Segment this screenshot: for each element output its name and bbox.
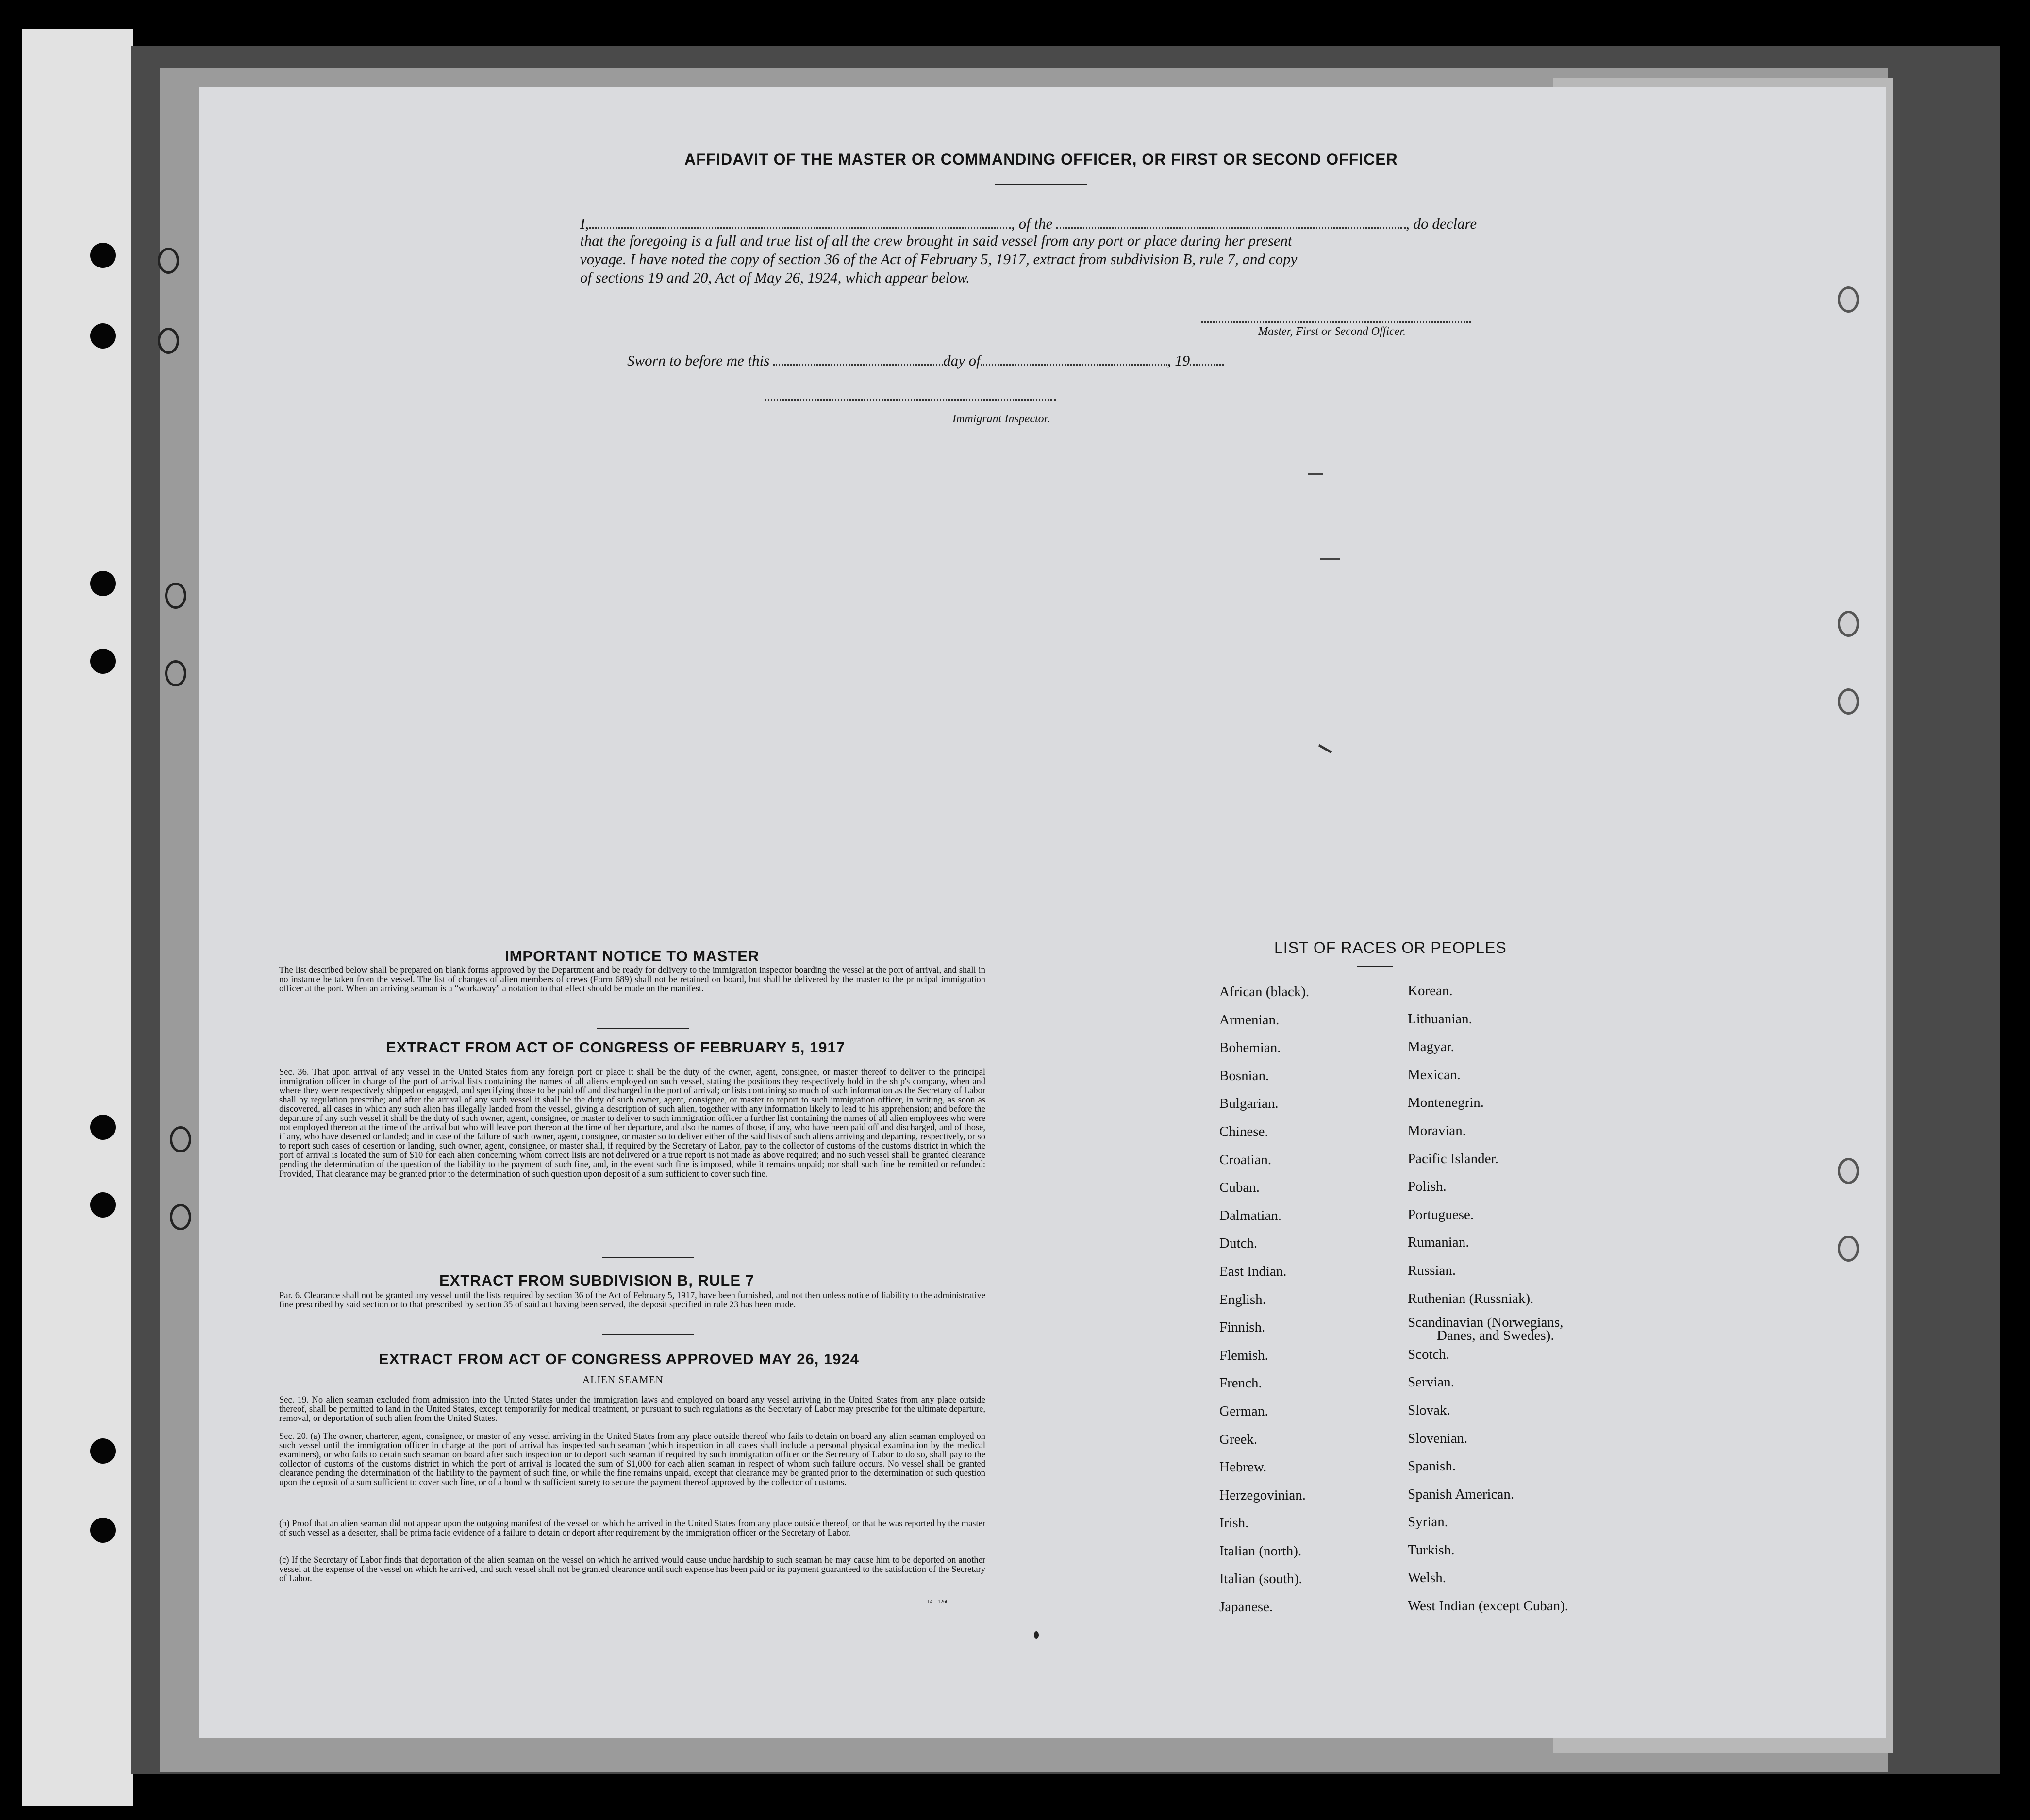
- binder-hole-icon: [90, 243, 116, 268]
- binder-hole-icon: [90, 323, 116, 349]
- affidavit-line-3: voyage. I have noted the copy of section 36 of the Act of February 5, 1917, extract from subdivision B, rule 7, and copy: [580, 250, 1298, 267]
- punch-ring-icon: [1838, 1158, 1859, 1184]
- race-item: Lithuanian.: [1408, 1011, 1472, 1027]
- sworn-date-field[interactable]: [773, 351, 943, 366]
- extract-1917-title: EXTRACT FROM ACT OF CONGRESS OF FEBRUARY 5, 1917: [386, 1039, 845, 1056]
- race-item: Portuguese.: [1408, 1206, 1474, 1222]
- affidavit-line-1: [580, 214, 1477, 233]
- race-item: Rumanian.: [1408, 1235, 1469, 1251]
- inspector-signature-line[interactable]: [765, 399, 1056, 401]
- master-signature-label: Master, First or Second Officer.: [1258, 325, 1406, 338]
- sworn-year-field[interactable]: [1190, 351, 1224, 366]
- race-item: Slovenian.: [1408, 1430, 1468, 1446]
- race-item-continuation: Danes, and Swedes).: [1437, 1328, 1554, 1343]
- binder-hole-icon: [90, 1438, 116, 1464]
- race-item: Spanish American.: [1408, 1486, 1514, 1502]
- affidavit-line-4: of sections 19 and 20, Act of May 26, 1924, which appear below.: [580, 269, 970, 286]
- punch-ring-icon: [1838, 286, 1859, 313]
- year-label: , 19: [1167, 352, 1190, 369]
- binder-hole-icon: [90, 1518, 116, 1543]
- punch-ring-icon: [165, 583, 186, 609]
- ink-mark: [1308, 473, 1323, 475]
- binder-hole-icon: [90, 649, 116, 674]
- left-paper-strip: [22, 29, 133, 1806]
- race-item: African (black).: [1219, 984, 1310, 1000]
- race-item: East Indian.: [1219, 1263, 1287, 1279]
- race-item: Bohemian.: [1219, 1040, 1281, 1056]
- race-item: Servian.: [1408, 1374, 1454, 1390]
- declarant-name-field[interactable]: [589, 214, 1011, 229]
- notice-text: The list described below shall be prepared on blank forms approved by the Department and be ready for delivery to the immigration inspector boarding the vessel at the port of arrival, and shall in no instance be taken from the vessel. The list of changes of alien members of crews (Form 689) shall not be retained on board, but shall be delivered by the master to the principal immigration officer at the port. When an arriving seaman is a “workaway” a notation to that effect should be made on the manifest.: [279, 966, 985, 994]
- divider: [1357, 966, 1393, 967]
- vessel-name-field[interactable]: [1056, 214, 1406, 229]
- race-item: Moravian.: [1408, 1122, 1466, 1138]
- day-of-label: day of: [943, 352, 981, 369]
- race-item: Russian.: [1408, 1262, 1456, 1278]
- race-item: Bulgarian.: [1219, 1096, 1279, 1112]
- extract-1924-title: EXTRACT FROM ACT OF CONGRESS APPROVED MAY 26, 1924: [379, 1351, 859, 1368]
- race-item: Mexican.: [1408, 1067, 1461, 1083]
- punch-ring-icon: [1838, 611, 1859, 637]
- punch-ring-icon: [158, 328, 179, 354]
- sec-19-text: Sec. 19. No alien seaman excluded from admission into the United States under the immigration laws and employed on board any vessel arriving in the United States from any place outside thereof, shall be permitted to land in the United States, except temporarily for medical treatment, or pursuant to such regulations as the Secretary of Labor may prescribe for the ultimate departure, removal, or deportation of such alien from the United States.: [279, 1395, 985, 1424]
- race-item: Italian (north).: [1219, 1543, 1302, 1559]
- affidavit-line-2: that the foregoing is a full and true list of all the crew brought in said vessel from any port or place during her present: [580, 232, 1292, 249]
- race-item: Pacific Islander.: [1408, 1151, 1498, 1167]
- divider: [602, 1334, 694, 1335]
- sworn-label: Sworn to before me this: [627, 352, 770, 369]
- document-page: [199, 87, 1886, 1738]
- master-signature-line[interactable]: [1201, 321, 1471, 323]
- punch-ring-icon: [170, 1204, 191, 1230]
- punch-ring-icon: [1838, 688, 1859, 715]
- race-item: German.: [1219, 1403, 1268, 1419]
- race-item: Syrian.: [1408, 1514, 1448, 1530]
- punch-ring-icon: [170, 1126, 191, 1152]
- affidavit-title: AFFIDAVIT OF THE MASTER OR COMMANDING OFFICER, OR FIRST OR SECOND OFFICER: [684, 150, 1398, 168]
- divider: [995, 184, 1087, 185]
- races-title: LIST OF RACES OR PEOPLES: [1274, 939, 1507, 956]
- sworn-month-field[interactable]: [981, 351, 1167, 366]
- vessel-label: , of the: [1011, 215, 1053, 232]
- race-item: Herzegovinian.: [1219, 1487, 1306, 1503]
- race-item: Cuban.: [1219, 1180, 1260, 1196]
- divider: [602, 1257, 694, 1258]
- race-item: Finnish.: [1219, 1319, 1265, 1336]
- race-item: Greek.: [1219, 1431, 1258, 1447]
- race-item: Flemish.: [1219, 1347, 1268, 1363]
- race-item: Scotch.: [1408, 1346, 1450, 1362]
- race-item: Polish.: [1408, 1179, 1447, 1195]
- race-item: Bosnian.: [1219, 1068, 1269, 1084]
- binder-hole-icon: [90, 1192, 116, 1218]
- race-item: Spanish.: [1408, 1458, 1456, 1474]
- declare-label: , do declare: [1406, 215, 1477, 232]
- punch-ring-icon: [158, 248, 179, 274]
- race-item: Korean.: [1408, 983, 1453, 999]
- races-right-column: [1408, 977, 1568, 1620]
- race-item: West Indian (except Cuban).: [1408, 1598, 1569, 1614]
- form-number: 14—1260: [927, 1599, 948, 1604]
- sworn-line: [627, 351, 1224, 369]
- race-item: Ruthenian (Russniak).: [1408, 1290, 1534, 1306]
- sec-20a-text: Sec. 20. (a) The owner, charterer, agent, consignee, or master of any vessel arriving in the United States from any place outside thereof who fails to detain on board any alien seaman employed on such vessel until the immigration officer in charge at the port of arrival has inspected such seaman (which inspection in all cases shall include a personal physical examination by the medical examiners), or who fails to detain such seaman on board after such inspection or to deport such seaman if required by such immigration officer or the Secretary of Labor to do so, shall pay to the collector of customs of the customs district in which the port of arrival is located the sum of $1,000 for each alien seaman in respect of whom such failure occurs. No vessel shall be granted clearance pending the determination of the liability to the payment of such fine, or while the fine remains unpaid, except that clearance may be granted prior to the determination of such question upon the deposit of a sum sufficient to cover such fine, or of a bond with sufficient surety to secure the payment thereof approved by the collector of customs.: [279, 1432, 985, 1488]
- race-item: Irish.: [1219, 1515, 1249, 1531]
- race-item: Japanese.: [1219, 1599, 1273, 1615]
- race-item: Dalmatian.: [1219, 1207, 1282, 1223]
- sec-20c-text: (c) If the Secretary of Labor finds that deportation of the alien seaman on the vessel on which he arrived would cause undue hardship to such seaman he may cause him to be deported on another vessel at the expense of the vessel on which he arrived, and such vessel shall not be granted clearance until such expense has been paid or its payment guaranteed to the satisfaction of the Secretary of Labor.: [279, 1555, 985, 1584]
- race-item: Montenegrin.: [1408, 1095, 1484, 1111]
- race-item: Armenian.: [1219, 1012, 1280, 1028]
- binder-hole-icon: [90, 571, 116, 596]
- declarant-label: I,: [580, 215, 589, 232]
- ink-blot: [1034, 1631, 1039, 1639]
- sec-20b-text: (b) Proof that an alien seaman did not appear upon the outgoing manifest of the vessel on which he arrived in the United States from any place outside thereof, or that he was reported by the master of such vessel as a deserter, shall be prima facie evidence of a failure to detain or deport after requirement by the immigration officer or the Secretary of Labor.: [279, 1519, 985, 1538]
- race-item: Croatian.: [1219, 1152, 1272, 1168]
- race-item: English.: [1219, 1291, 1266, 1307]
- punch-ring-icon: [1838, 1236, 1859, 1262]
- extract-1924-subtitle: ALIEN SEAMEN: [582, 1374, 664, 1386]
- extract-1917-text: Sec. 36. That upon arrival of any vessel in the United States from any foreign port or place it shall be the duty of the owner, agent, consignee, or master thereof to deliver to the principal immigration officer in charge of the port of arrival lists containing the names of all aliens employed on such vessel, stating the positions they respectively hold in the ship's company, when and where they were respectively shipped or engaged, and specifying those to be paid off and discharged in the port of arrival; or lists containing so much of such information as the Secretary of Labor shall by regulation prescribe; and after the arrival of any such vessel it shall be the duty of such owner, agent, consignee, or master to report to such immigration officer, in writing, as soon as discovered, all cases in which any such alien has illegally landed from the vessel, giving a description of such alien, together with any information likely to lead to his apprehension; and before the departure of any such vessel it shall be the duty of such owner, agent, consignee, or master to deliver to such immigration officer a further list containing the names of all alien employees who were not employed thereon at the time of the arrival but who will leave port thereon at the time of her departure, and also the names of those, if any, who have been paid off and discharged, and of those, if any, who have deserted or landed; and in case of the failure of such owner, agent, consignee, or master so to deliver either of the said lists of such aliens arriving and departing, respectively, or so to report such cases of desertion or landing, such owner, agent, consignee, or master shall, if required by the Secretary of Labor, pay to the collector of customs of the customs district in which the port of arrival is located the sum of $10 for each alien concerning whom correct lists are not delivered or a true report is not made as above required; and no such vessel shall be granted clearance pending the determination of the question of the liability to the payment of such fine, and, in the event such fine is imposed, while it remains unpaid; nor shall such fine be remitted or refunded: Provided, That clearance may be granted prior to the determination of such question upon deposit of a sum sufficient to cover such fine.: [279, 1068, 985, 1179]
- race-item: Slovak.: [1408, 1402, 1450, 1418]
- race-item: Welsh.: [1408, 1570, 1447, 1586]
- notice-title: IMPORTANT NOTICE TO MASTER: [505, 948, 760, 965]
- punch-ring-icon: [165, 660, 186, 686]
- binder-hole-icon: [90, 1115, 116, 1140]
- race-item: Dutch.: [1219, 1236, 1258, 1252]
- extract-rule7-title: EXTRACT FROM SUBDIVISION B, RULE 7: [439, 1272, 754, 1289]
- divider: [597, 1028, 689, 1029]
- inspector-label: Immigrant Inspector.: [952, 413, 1050, 425]
- ink-mark: [1320, 558, 1340, 560]
- race-item: Chinese.: [1219, 1123, 1268, 1139]
- races-left-column: [1219, 978, 1309, 1621]
- race-item: Hebrew.: [1219, 1459, 1267, 1475]
- race-item: Italian (south).: [1219, 1571, 1302, 1587]
- race-item: Scandinavian (Norwegians,: [1408, 1315, 1564, 1331]
- race-item: French.: [1219, 1375, 1262, 1391]
- race-item: Magyar.: [1408, 1039, 1454, 1055]
- extract-rule7-text: Par. 6. Clearance shall not be granted any vessel until the lists required by section 36 of the Act of February 5, 1917, have been furnished, and not then unless notice of liability to the administrative fine prescribed by said section or to that prescribed by section 35 of said act having been served, the deposit specified in rule 23 has been made.: [279, 1291, 985, 1310]
- race-item: Turkish.: [1408, 1542, 1455, 1558]
